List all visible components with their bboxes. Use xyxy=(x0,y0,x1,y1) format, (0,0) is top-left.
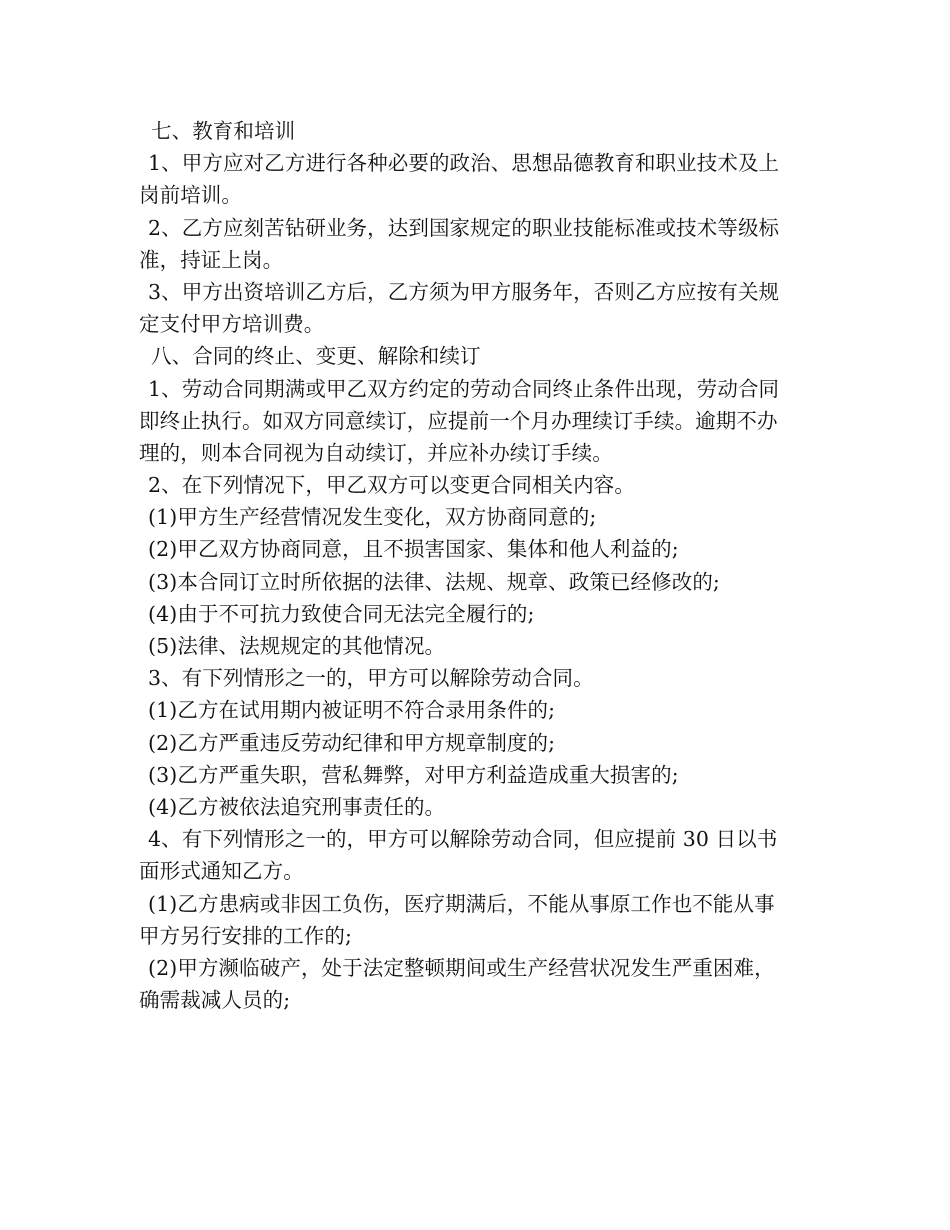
list-item: (1)甲方生产经营情况发生变化，双方协商同意的; xyxy=(148,505,597,530)
paragraph-line: 3、甲方出资培训乙方后，乙方须为甲方服务年，否则乙方应按有关规 xyxy=(148,279,780,304)
list-item: (3)乙方严重失职，营私舞弊，对甲方利益造成重大损害的; xyxy=(148,762,679,787)
list-item: (5)法律、法规规定的其他情况。 xyxy=(148,634,446,658)
paragraph-line: 1、劳动合同期满或甲乙双方约定的劳动合同终止条件出现，劳动合同 xyxy=(148,376,780,401)
paragraph-line: 2、在下列情况下，甲乙双方可以变更合同相关内容。 xyxy=(148,473,635,498)
list-item: (2)乙方严重违反劳动纪律和甲方规章制度的; xyxy=(148,730,556,755)
list-item: (1)乙方患病或非因工负伤，医疗期满后，不能从事原工作也不能从事 xyxy=(148,891,775,916)
paragraph-line: 甲方另行安排的工作的; xyxy=(139,923,353,948)
list-item: (4)乙方被依法追究刑事责任的。 xyxy=(148,794,446,819)
paragraph-line: 确需裁减人员的; xyxy=(139,988,291,1013)
paragraph-line: 1、甲方应对乙方进行各种必要的政治、思想品德教育和职业技术及上 xyxy=(148,151,780,176)
section-heading-8: 八、合同的终止、变更、解除和续订 xyxy=(151,344,481,369)
paragraph-line: 即终止执行。如双方同意续订，应提前一个月办理续订手续。逾期不办 xyxy=(139,408,778,433)
paragraph-line: 4、有下列情形之一的，甲方可以解除劳动合同，但应提前 30 日以书 xyxy=(148,827,778,852)
paragraph-line: 2、乙方应刻苦钻研业务，达到国家规定的职业技能标准或技术等级标 xyxy=(148,215,780,240)
paragraph-line: 岗前培训。 xyxy=(139,183,242,208)
list-item: (4)由于不可抗力致使合同无法完全履行的; xyxy=(148,601,535,626)
list-item: (1)乙方在试用期内被证明不符合录用条件的; xyxy=(148,698,556,723)
list-item: (3)本合同订立时所依据的法律、法规、规章、政策已经修改的; xyxy=(148,569,720,594)
paragraph-line: 面形式通知乙方。 xyxy=(139,859,304,884)
paragraph-line: 准，持证上岗。 xyxy=(139,247,284,272)
document-page xyxy=(139,115,815,1016)
paragraph-line: 3、有下列情形之一的，甲方可以解除劳动合同。 xyxy=(148,666,594,691)
section-heading-7: 七、教育和培训 xyxy=(151,119,296,143)
paragraph-line: 理的，则本合同视为自动续订，并应补办续订手续。 xyxy=(139,440,613,465)
list-item: (2)甲乙双方协商同意，且不损害国家、集体和他人利益的; xyxy=(148,537,679,562)
paragraph-line: 定支付甲方培训费。 xyxy=(139,312,325,337)
list-item: (2)甲方濒临破产，处于法定整顿期间或生产经营状况发生严重困难， xyxy=(148,955,775,980)
